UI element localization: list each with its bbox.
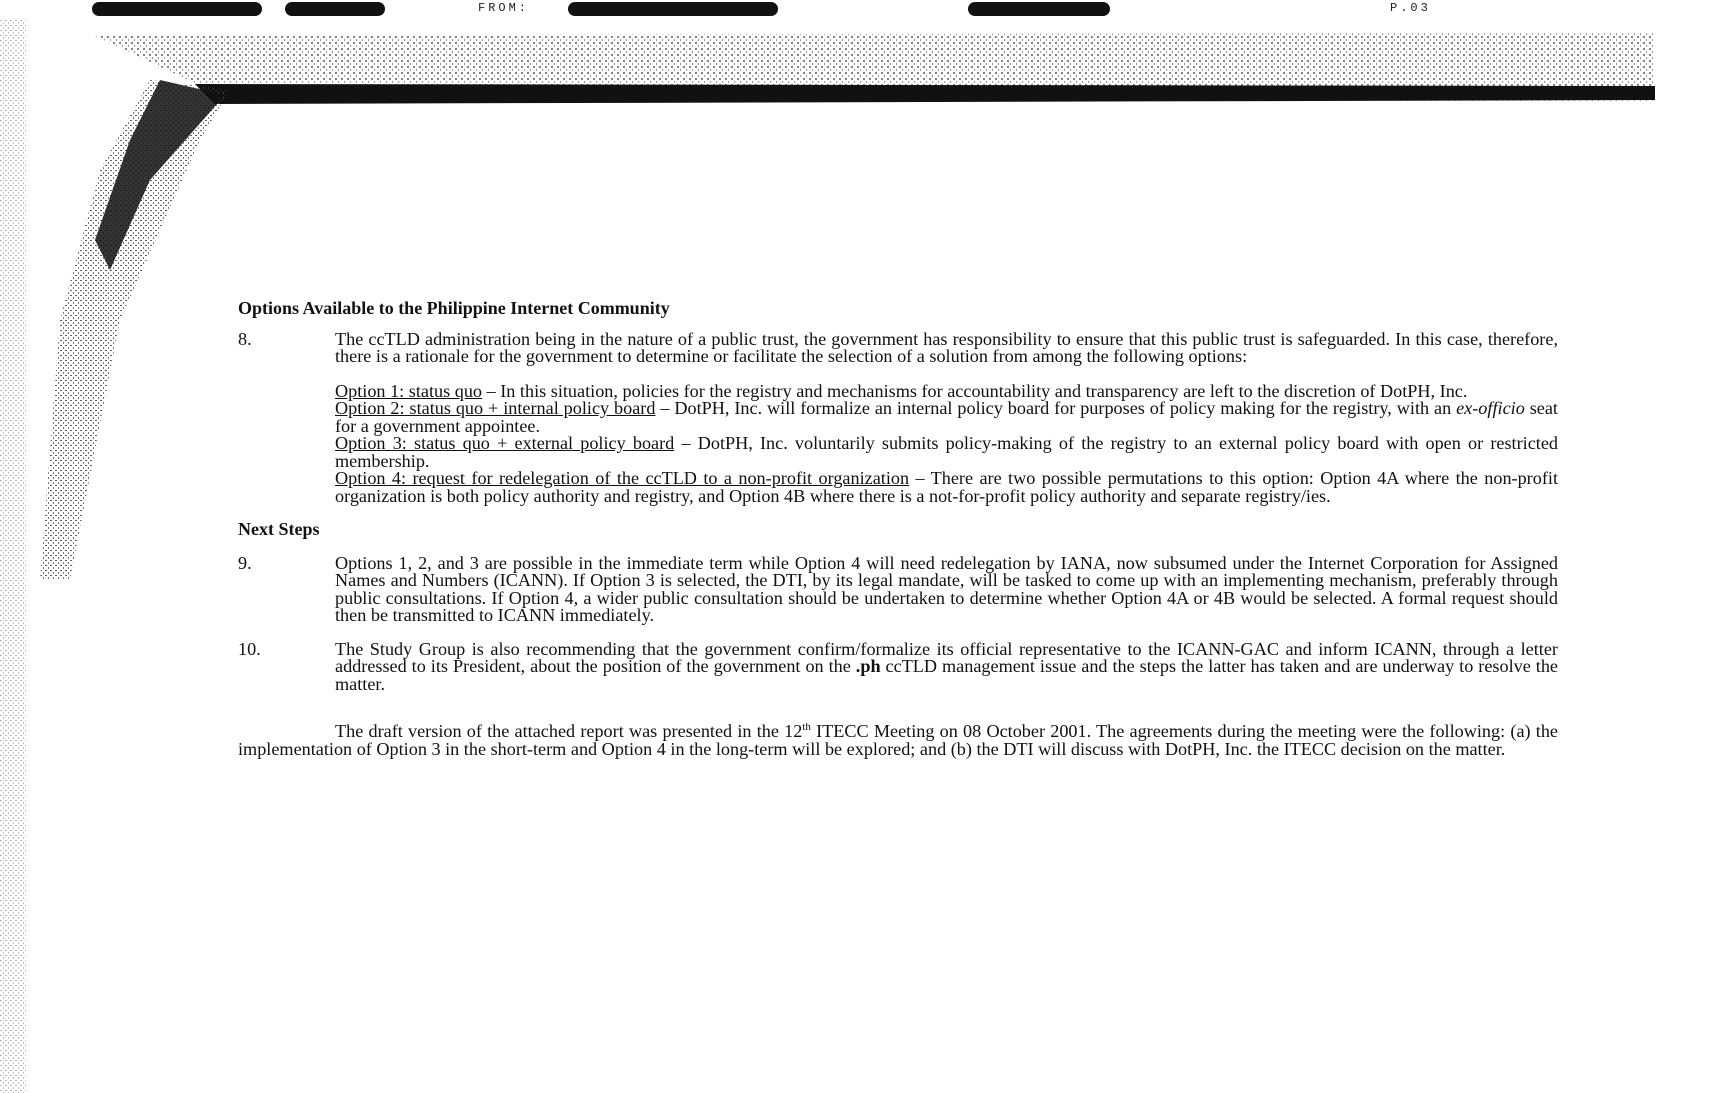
option-1: Option 1: status quo – In this situation, policies for the registry and mechanisms for accountability and transparency are left to the discretion of DotPH, Inc. [335,380,1468,401]
paragraph-text: Options 1, 2, and 3 are possible in the immediate term while Option 4 will need redelegation by IANA, now subsumed under the Internet Corporation for Assigned Names and Numbers (ICANN). If Option 3 is selected, the DTI, by its legal mandate, will be tasked to come up with an implementing mechanism, preferably through public consultations. If Option 4, a wider public consultation should be undertaken to determine whether Option 4A or 4B would be selected. A formal request should then be transmitted to ICANN immediately. [335,552,1558,625]
option-label: Option 4: request for redelegation of the ccTLD to a non-profit organization [335,468,910,488]
document-body [238,300,1558,758]
fax-page-label: P.03 [1390,1,1431,15]
option-label: Option 1: status quo [335,380,483,401]
paragraph-number: 8. [238,328,252,349]
redaction-bar [968,2,1110,16]
option-2: Option 2: status quo + internal policy board – DotPH, Inc. will formalize an internal policy board for purposes of policy making for the registry, with an ex-officio seat for a government appointee. [335,398,1558,436]
paragraph-number: 9. [238,552,252,573]
paragraph-text: The Study Group is also recommending that the government confirm/formalize its official representative to the ICANN-GAC and inform ICANN, through a letter addressed to its President, about the position of the government on the .ph ccTLD management issue and the steps the latter has taken and are underway to resolve the matter. [335,638,1558,694]
closing-paragraph: The draft version of the attached report was presented in the 12th ITECC Meeting on 08 October 2001. The agreements during the meeting were the following: (a) the implementation of Option 3 in the short-term and Option 4 in the long-term will be explored; and (b) the DTI will discuss with DotPH, Inc. the ITECC decision on the matter. [238,720,1558,759]
redaction-bar [285,2,385,16]
paragraph-10 [238,638,1558,694]
paragraph-9 [238,552,1558,625]
option-label: Option 3: status quo + external policy board [335,433,675,453]
option-label: Option 2: status quo + internal policy board [335,398,656,418]
paragraph-8 [238,328,1558,506]
option-4: Option 4: request for redelegation of the ccTLD to a non-profit organization – There are two possible permutations to this option: Option 4A where the non-profit organization is both policy authority and registry, and Option 4B where there is a not-for-profit policy authority and separate registry/ies. [335,468,1558,506]
scan-artifact-top [95,24,1655,114]
option-3: Option 3: status quo + external policy board – DotPH, Inc. voluntarily submits policy-making of the registry to an external policy board with open or restricted membership. [335,433,1558,471]
paragraph-number: 10. [238,638,261,659]
section-heading: Options Available to the Philippine Internet Community [238,298,670,318]
paragraph-text: The ccTLD administration being in the nature of a public trust, the government has responsibility to ensure that this public trust is safeguarded. In this case, therefore, there is a rationale for the government to determine or facilitate the selection of a solution from among the following options: [335,328,1558,366]
redaction-bar [92,2,262,16]
fax-from-label: FROM: [478,1,530,15]
fax-header [0,0,1728,22]
section-heading: Next Steps [238,519,320,539]
scan-artifact-left [0,20,270,1093]
redaction-bar [568,2,778,16]
